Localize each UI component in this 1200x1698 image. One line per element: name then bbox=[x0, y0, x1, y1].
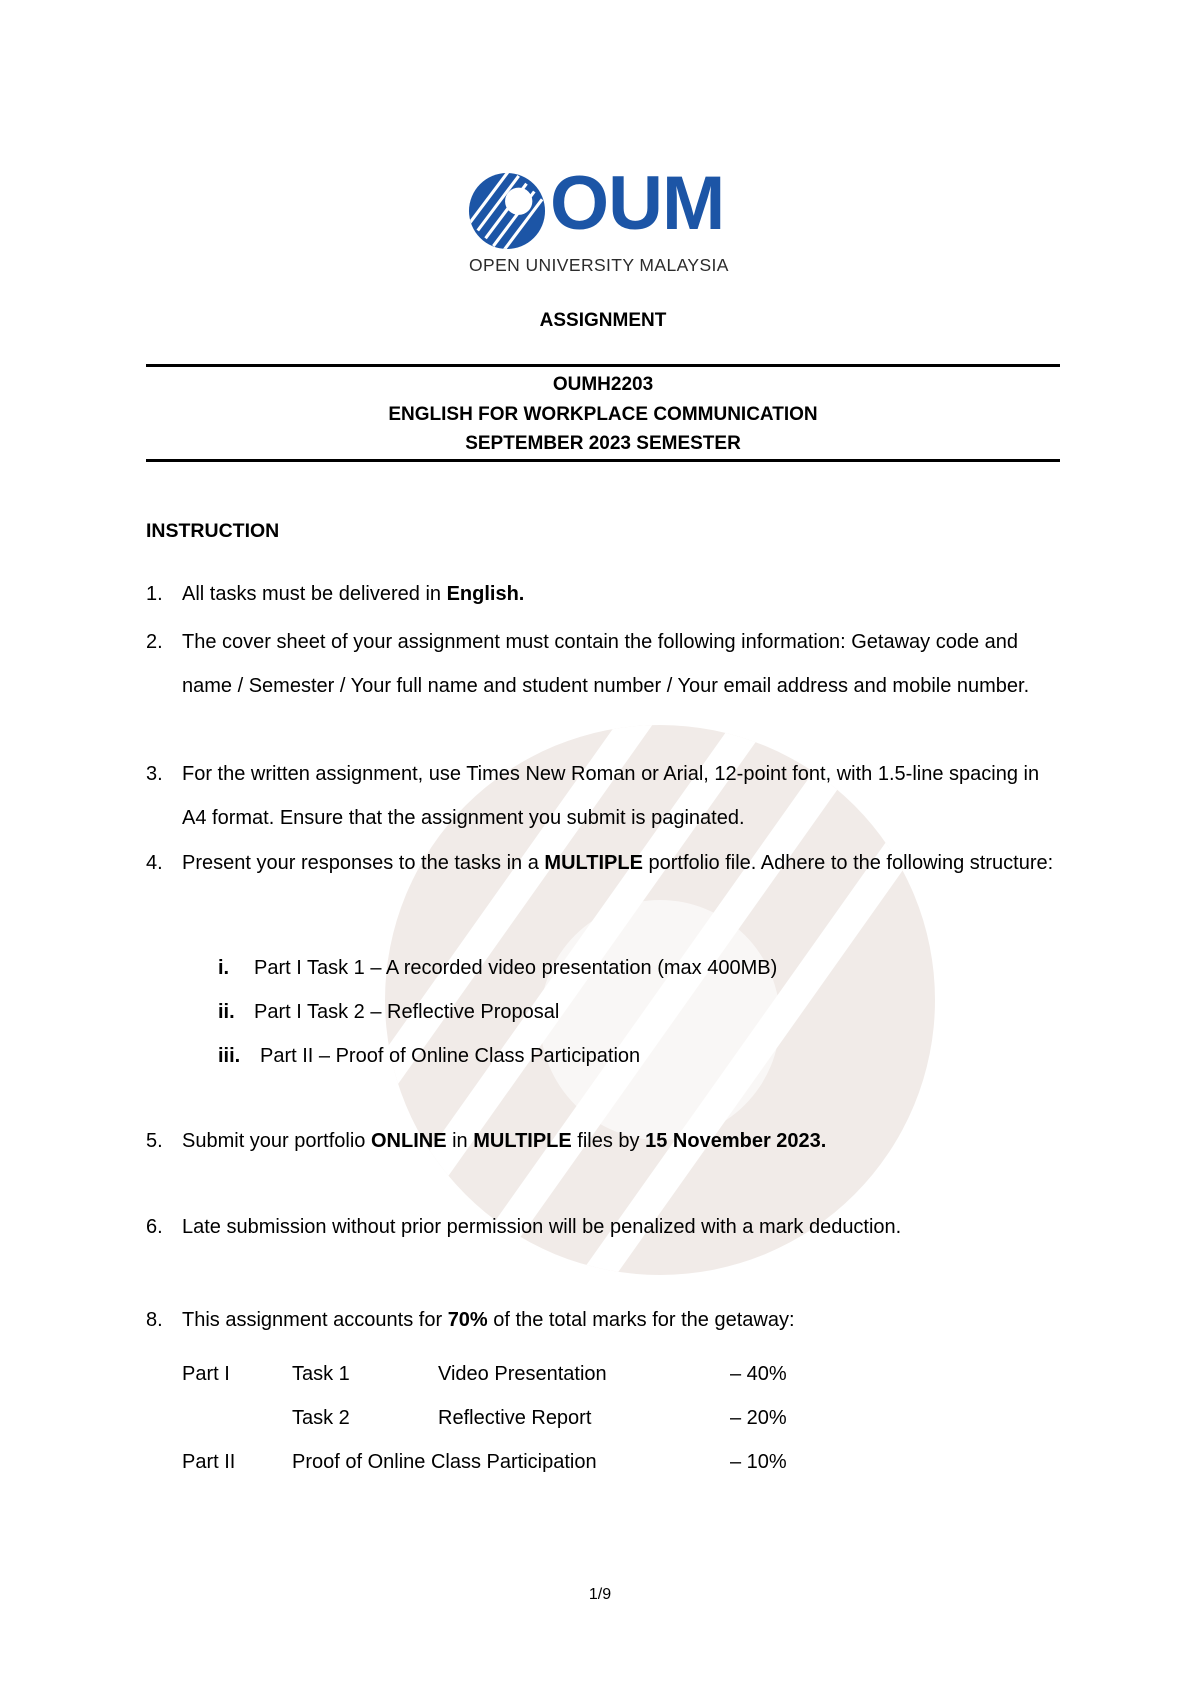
document-type: ASSIGNMENT bbox=[539, 310, 667, 331]
logo-subtitle: OPEN UNIVERSITY MALAYSIA bbox=[469, 255, 729, 275]
item-number: 1. bbox=[146, 583, 163, 605]
item-number: 8. bbox=[146, 1309, 163, 1331]
instruction-item: 5. Submit your portfolio ONLINE in MULTIPLE files by 15 November 2023. bbox=[146, 1119, 1076, 1163]
structure-item: iii. Part II – Proof of Online Class Participation bbox=[218, 1045, 641, 1067]
document-page: OUM OPEN UNIVERSITY MALAYSIA ASSIGNMENT OUMH2203 ENGLISH FOR WORKPLACE COMMUNICATION SEPTEMBER 2023 SEMESTER INSTRUCTION 1. All tasks must be delivered in English. 2. The cover sheet of your assignment must contain the following information: Getaway code and name / Semester / Your full name and student number / Your email address and mobile number. 3. For the written assignment, use Times New Roman or Arial, 12-point font, with 1.5-line spacing in A4 format. Ensure that the assignment you submit is paginated. 4. Present your responses to the tasks in a MULTIPLE portfolio file. Adhere to the following structure: i. Part I Task 1 – A recorded video presentation (max 400MB) ii. Part I Task 2 – Reflective Proposal iii. Part II – Proof of Online Class Participation 5. Submit your portfolio ONLINE in MULTIPLE files by 15 November 2023. 6. Late submission without prior permission will be penalized with a mark deduction. 8. This assignment accounts for 70% of the total marks for the getaway: Part I Task 1 Video Presentation – 40% Task 2 Reflective Report – 20% Part II Proof of Online Class Participation – 10% 1/9 bbox=[0, 0, 1200, 1698]
structure-item: i. Part I Task 1 – A recorded video presentation (max 400MB) bbox=[218, 957, 778, 979]
oum-emblem-icon bbox=[468, 172, 546, 250]
oum-logo bbox=[468, 161, 740, 282]
logo-wordmark: OUM bbox=[550, 161, 725, 246]
top-rule bbox=[146, 364, 1060, 367]
instruction-item: 1. All tasks must be delivered in English. bbox=[146, 572, 1076, 616]
item-number: 3. bbox=[146, 763, 163, 785]
structure-item: ii. Part I Task 2 – Reflective Proposal bbox=[218, 1001, 560, 1023]
instruction-item: 6. Late submission without prior permission will be penalized with a mark deduction. bbox=[146, 1205, 1076, 1249]
instruction-item: 8. This assignment accounts for 70% of the total marks for the getaway: bbox=[146, 1298, 1076, 1342]
item-number: 2. bbox=[146, 631, 163, 653]
instruction-heading: INSTRUCTION bbox=[146, 520, 280, 542]
course-title: ENGLISH FOR WORKPLACE COMMUNICATION bbox=[388, 404, 818, 425]
bottom-rule bbox=[146, 459, 1060, 462]
course-code: OUMH2203 bbox=[552, 374, 654, 395]
page-number: 1/9 bbox=[588, 1586, 612, 1603]
instruction-item: 4. Present your responses to the tasks in a MULTIPLE portfolio file. Adhere to the following structure: bbox=[146, 841, 1076, 885]
instruction-item: 3. For the written assignment, use Times New Roman or Arial, 12-point font, with 1.5-line spacing in A4 format. Ensure that the assignment you submit is paginated. bbox=[146, 752, 1066, 840]
course-semester: SEPTEMBER 2023 SEMESTER bbox=[465, 433, 741, 454]
item-number: 4. bbox=[146, 852, 163, 874]
item-number: 6. bbox=[146, 1216, 163, 1238]
instruction-item: 2. The cover sheet of your assignment must contain the following information: Getaway code and name / Semester / Your full name and student number / Your email address and mobile number. bbox=[146, 620, 1066, 708]
item-number: 5. bbox=[146, 1130, 163, 1152]
